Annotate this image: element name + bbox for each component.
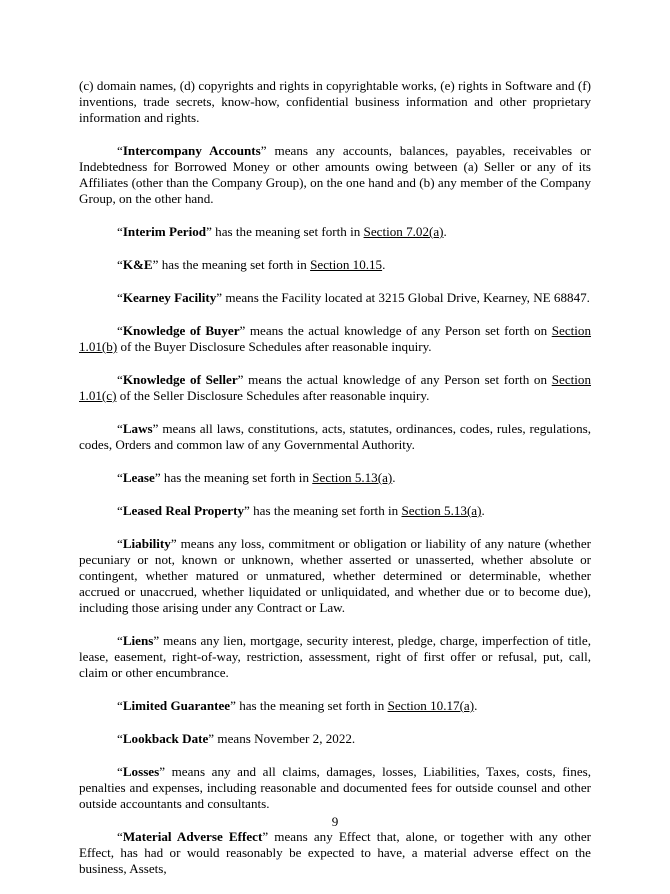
- definition-knowledge-of-buyer: “Knowledge of Buyer” means the actual knowledge of any Person set forth on Section 1.01(b) of the Buyer Disclosure Schedules after reasonable inquiry.: [79, 323, 591, 354]
- definition-interim-period: “Interim Period” has the meaning set forth in Section 7.02(a).: [117, 224, 447, 239]
- definition-text: means any lien, mortgage, security interest, pledge, charge, imperfection of title, lease, easement, right-of-way, restriction, assessment, right of first offer or refusal, put, call, claim or other encumbrance.: [79, 633, 591, 680]
- definition-text-after: of the Seller Disclosure Schedules after reasonable inquiry.: [116, 388, 430, 403]
- definition-text: means all laws, constitutions, acts, statutes, ordinances, codes, rules, regulations, codes, Orders and common law of any Governmental Authority.: [79, 421, 591, 452]
- definition-limited-guarantee: “Limited Guarantee” has the meaning set forth in Section 10.17(a).: [117, 698, 478, 713]
- defined-term: Leased Real Property: [122, 503, 245, 518]
- section-reference: Section 5.13(a): [312, 470, 393, 485]
- definition-knowledge-of-seller: “Knowledge of Seller” means the actual knowledge of any Person set forth on Section 1.01(c) of the Seller Disclosure Schedules after reasonable inquiry.: [79, 372, 591, 403]
- definition-lookback-date: “Lookback Date” means November 2, 2022.: [117, 731, 356, 746]
- definition-text: (c) domain names, (d) copyrights and rights in copyrightable works, (e) rights in Software and (f) inventions, trade secrets, know-how, confidential business information and other proprietary information and rights.: [79, 78, 591, 125]
- definition-text-after: .: [443, 224, 447, 239]
- definition-liability: “Liability” means any loss, commitment or obligation or liability of any nature (whether pecuniary or not, known or unknown, whether asserted or unasserted, whether absolute or contingent, whether matured or unmatured, whether determined or determinable, whether accrued or unaccrued, whether liquidated or unliquidated, and whether due or to become due), including those arising under any Contract or Law.: [79, 536, 591, 615]
- defined-term: Knowledge of Seller: [122, 372, 238, 387]
- definition-laws: “Laws” means all laws, constitutions, acts, statutes, ordinances, codes, rules, regulations, codes, Orders and common law of any Governmental Authority.: [79, 421, 591, 452]
- definition-text: means any loss, commitment or obligation or liability of any nature (whether pecuniary or not, known or unknown, whether asserted or unasserted, whether absolute or contingent, whether matured or unmatured, whether determined or determinable, whether accrued or unaccrued, whether liquidated or unliquidated, and whether due or to become due), including those arising under any Contract or Law.: [79, 536, 591, 615]
- definition-text: means the actual knowledge of any Person set forth on: [243, 372, 552, 387]
- definition-intercompany-accounts: “Intercompany Accounts” means any accounts, balances, payables, receivables or Indebtedness for Borrowed Money or other amounts owing between (a) Seller or any of its Affiliates (other than the Company Group), on the one hand and (b) any member of the Company Group, on the other hand.: [79, 143, 592, 206]
- definition-text-after: .: [382, 257, 386, 272]
- section-reference: Section 1.01(b): [79, 323, 591, 354]
- definition-text: has the meaning set forth in: [160, 470, 313, 485]
- document-page: [79, 78, 591, 894]
- definition-ke: “K&E” has the meaning set forth in Section 10.15.: [117, 257, 386, 272]
- definition-leased-real-property: “Leased Real Property” has the meaning set forth in Section 5.13(a).: [117, 503, 485, 518]
- definition-text: has the meaning set forth in: [249, 503, 402, 518]
- definition-text: means any and all claims, damages, losses, Liabilities, Taxes, costs, fines, penalties and expenses, including reasonable and documented fees for outside counsel and other outside accountants and consultants.: [79, 764, 591, 811]
- defined-term: Lease: [122, 470, 155, 485]
- definition-text-after: .: [392, 470, 396, 485]
- section-reference: Section 5.13(a): [401, 503, 482, 518]
- defined-term: K&E: [122, 257, 153, 272]
- definition-text-after: .: [481, 503, 485, 518]
- definition-text: means any Effect that, alone, or together with any other Effect, has had or would reasonably be expected to have, a material adverse effect on the business, Assets,: [79, 829, 591, 876]
- defined-term: Liability: [122, 536, 171, 551]
- defined-term: Material Adverse Effect: [122, 829, 263, 844]
- section-reference: Section 7.02(a): [363, 224, 444, 239]
- definition-text: means any accounts, balances, payables, receivables or Indebtedness for Borrowed Money or other amounts owing between (a) Seller or any of its Affiliates (other than the Company Group), on the one hand and (b) any member of the Company Group, on the other hand.: [79, 143, 592, 206]
- definition-text: means the actual knowledge of any Person set forth on: [245, 323, 552, 338]
- defined-term: Losses: [122, 764, 160, 779]
- section-reference: Section 10.17(a): [387, 698, 475, 713]
- defined-term: Liens: [122, 633, 154, 648]
- definition-text-after: .: [474, 698, 478, 713]
- definition-lease: “Lease” has the meaning set forth in Section 5.13(a).: [117, 470, 396, 485]
- definition-text: has the meaning set forth in: [235, 698, 388, 713]
- defined-term: Lookback Date: [122, 731, 209, 746]
- continuation-paragraph: [79, 78, 591, 126]
- defined-term: Laws: [122, 421, 153, 436]
- definition-material-adverse-effect: “Material Adverse Effect” means any Effect that, alone, or together with any other Effect, has had or would reasonably be expected to have, a material adverse effect on the business, Assets,: [79, 829, 591, 876]
- definition-text: means November 2, 2022.: [214, 731, 356, 746]
- definition-kearney-facility: “Kearney Facility” means the Facility located at 3215 Global Drive, Kearney, NE 68847.: [117, 290, 590, 305]
- definition-text: means the Facility located at 3215 Global Drive, Kearney, NE 68847.: [222, 290, 590, 305]
- definition-text: has the meaning set forth in: [211, 224, 364, 239]
- definition-liens: “Liens” means any lien, mortgage, security interest, pledge, charge, imperfection of title, lease, easement, right-of-way, restriction, assessment, right of first offer or refusal, put, call, claim or other encumbrance.: [79, 633, 591, 680]
- section-reference: Section 10.15: [310, 257, 383, 272]
- section-reference: Section 1.01(c): [79, 372, 591, 403]
- defined-term: Kearney Facility: [122, 290, 217, 305]
- definition-text-after: of the Buyer Disclosure Schedules after reasonable inquiry.: [117, 339, 432, 354]
- defined-term: Intercompany Accounts: [122, 143, 261, 158]
- page-number: 9: [331, 814, 339, 829]
- definition-losses: “Losses” means any and all claims, damages, losses, Liabilities, Taxes, costs, fines, penalties and expenses, including reasonable and documented fees for outside counsel and other outside accountants and consultants.: [79, 764, 591, 811]
- defined-term: Limited Guarantee: [122, 698, 231, 713]
- defined-term: Knowledge of Buyer: [122, 323, 240, 338]
- definition-text: has the meaning set forth in: [158, 257, 311, 272]
- defined-term: Interim Period: [122, 224, 207, 239]
